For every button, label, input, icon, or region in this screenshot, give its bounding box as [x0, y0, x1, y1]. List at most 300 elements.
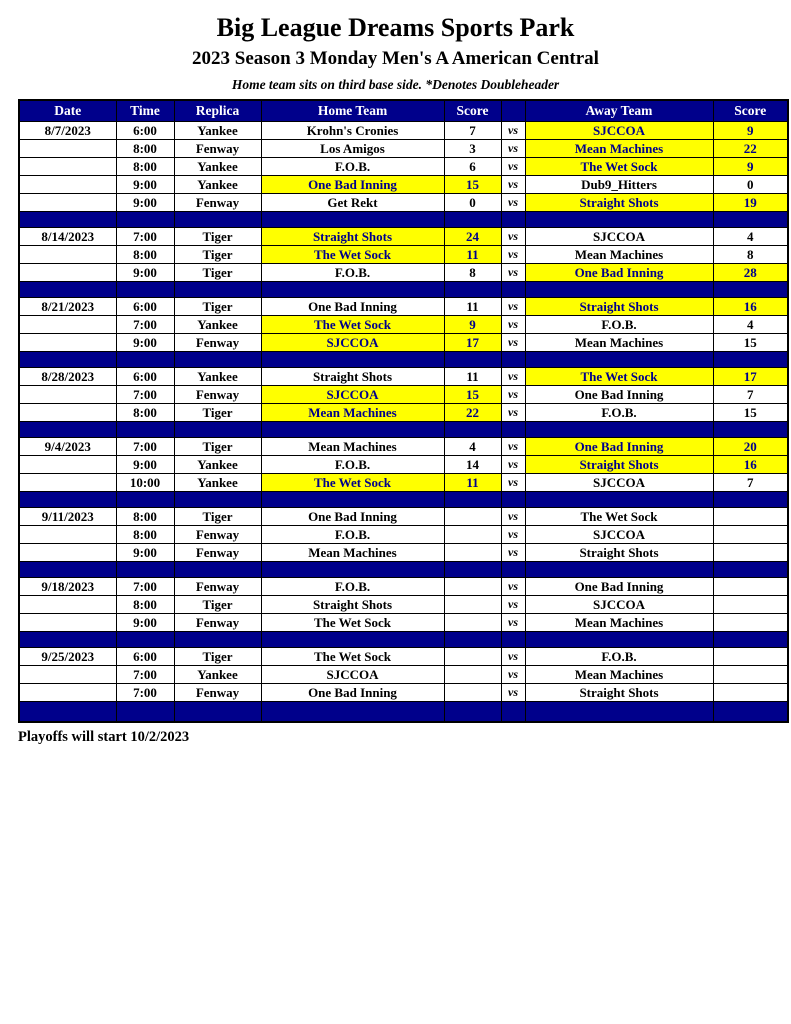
time-cell: 6:00	[116, 648, 174, 666]
separator-row	[19, 492, 788, 508]
away-score-cell	[713, 684, 788, 702]
vs-cell: vs	[501, 684, 525, 702]
separator-cell	[444, 702, 501, 723]
away-team-cell: SJCCOA	[525, 474, 713, 492]
vs-cell: vs	[501, 474, 525, 492]
home-team-cell: Krohn's Cronies	[261, 122, 444, 140]
col-header-vs	[501, 100, 525, 122]
date-cell	[19, 596, 116, 614]
separator-row	[19, 702, 788, 723]
separator-cell	[444, 212, 501, 228]
separator-cell	[261, 212, 444, 228]
game-row	[19, 508, 788, 526]
separator-cell	[261, 632, 444, 648]
game-row	[19, 684, 788, 702]
separator-cell	[261, 352, 444, 368]
date-cell	[19, 334, 116, 352]
col-header-time: Time	[116, 100, 174, 122]
replica-cell: Tiger	[174, 264, 261, 282]
vs-cell: vs	[501, 526, 525, 544]
away-score-cell: 22	[713, 140, 788, 158]
col-header-away-team: Away Team	[525, 100, 713, 122]
col-header-home-score: Score	[444, 100, 501, 122]
home-team-cell: The Wet Sock	[261, 474, 444, 492]
away-team-cell: SJCCOA	[525, 228, 713, 246]
away-team-cell: F.O.B.	[525, 316, 713, 334]
game-row	[19, 122, 788, 140]
home-score-cell: 9	[444, 316, 501, 334]
separator-cell	[174, 352, 261, 368]
vs-cell: vs	[501, 648, 525, 666]
home-score-cell	[444, 596, 501, 614]
vs-cell: vs	[501, 316, 525, 334]
date-cell	[19, 614, 116, 632]
home-score-cell	[444, 526, 501, 544]
separator-cell	[116, 212, 174, 228]
replica-cell: Yankee	[174, 474, 261, 492]
home-team-cell: F.O.B.	[261, 578, 444, 596]
time-cell: 9:00	[116, 264, 174, 282]
vs-cell: vs	[501, 438, 525, 456]
time-cell: 8:00	[116, 140, 174, 158]
time-cell: 8:00	[116, 246, 174, 264]
separator-cell	[501, 422, 525, 438]
game-row	[19, 368, 788, 386]
home-team-cell: One Bad Inning	[261, 684, 444, 702]
vs-cell: vs	[501, 614, 525, 632]
date-cell: 8/7/2023	[19, 122, 116, 140]
away-score-cell	[713, 578, 788, 596]
date-cell	[19, 158, 116, 176]
time-cell: 9:00	[116, 176, 174, 194]
replica-cell: Fenway	[174, 140, 261, 158]
time-cell: 7:00	[116, 666, 174, 684]
separator-cell	[174, 422, 261, 438]
game-row	[19, 578, 788, 596]
replica-cell: Fenway	[174, 578, 261, 596]
away-team-cell: One Bad Inning	[525, 386, 713, 404]
home-team-cell: The Wet Sock	[261, 246, 444, 264]
separator-cell	[444, 562, 501, 578]
game-row	[19, 140, 788, 158]
separator-cell	[713, 632, 788, 648]
separator-cell	[116, 632, 174, 648]
separator-cell	[501, 492, 525, 508]
separator-cell	[261, 492, 444, 508]
home-score-cell: 15	[444, 176, 501, 194]
separator-cell	[174, 212, 261, 228]
home-score-cell	[444, 544, 501, 562]
away-team-cell: One Bad Inning	[525, 264, 713, 282]
separator-row	[19, 352, 788, 368]
vs-cell: vs	[501, 334, 525, 352]
home-team-cell: Straight Shots	[261, 228, 444, 246]
vs-cell: vs	[501, 578, 525, 596]
away-score-cell	[713, 614, 788, 632]
date-cell: 8/21/2023	[19, 298, 116, 316]
separator-cell	[174, 492, 261, 508]
replica-cell: Fenway	[174, 614, 261, 632]
time-cell: 8:00	[116, 526, 174, 544]
game-row	[19, 614, 788, 632]
home-team-cell: Mean Machines	[261, 404, 444, 422]
separator-cell	[444, 492, 501, 508]
home-team-cell: One Bad Inning	[261, 176, 444, 194]
separator-cell	[444, 282, 501, 298]
game-row	[19, 228, 788, 246]
game-row	[19, 176, 788, 194]
vs-cell: vs	[501, 298, 525, 316]
away-score-cell: 16	[713, 456, 788, 474]
away-team-cell: SJCCOA	[525, 596, 713, 614]
home-team-cell: One Bad Inning	[261, 298, 444, 316]
home-score-cell: 11	[444, 298, 501, 316]
away-score-cell: 4	[713, 228, 788, 246]
separator-cell	[19, 562, 116, 578]
separator-cell	[444, 632, 501, 648]
vs-cell: vs	[501, 666, 525, 684]
home-team-cell: The Wet Sock	[261, 316, 444, 334]
away-score-cell: 9	[713, 158, 788, 176]
date-cell	[19, 264, 116, 282]
separator-cell	[501, 562, 525, 578]
home-score-cell	[444, 648, 501, 666]
vs-cell: vs	[501, 140, 525, 158]
away-team-cell: Mean Machines	[525, 666, 713, 684]
vs-cell: vs	[501, 456, 525, 474]
time-cell: 7:00	[116, 684, 174, 702]
separator-cell	[501, 282, 525, 298]
home-team-cell: F.O.B.	[261, 158, 444, 176]
home-team-cell: One Bad Inning	[261, 508, 444, 526]
game-row	[19, 544, 788, 562]
time-cell: 7:00	[116, 438, 174, 456]
col-header-away-score: Score	[713, 100, 788, 122]
game-row	[19, 666, 788, 684]
col-header-date: Date	[19, 100, 116, 122]
separator-cell	[525, 702, 713, 723]
replica-cell: Fenway	[174, 386, 261, 404]
separator-cell	[116, 352, 174, 368]
game-row	[19, 298, 788, 316]
time-cell: 6:00	[116, 368, 174, 386]
vs-cell: vs	[501, 368, 525, 386]
time-cell: 10:00	[116, 474, 174, 492]
date-cell	[19, 176, 116, 194]
home-team-cell: F.O.B.	[261, 264, 444, 282]
game-row	[19, 474, 788, 492]
home-team-cell: Straight Shots	[261, 368, 444, 386]
away-team-cell: Straight Shots	[525, 298, 713, 316]
separator-cell	[501, 352, 525, 368]
replica-cell: Yankee	[174, 368, 261, 386]
away-score-cell: 4	[713, 316, 788, 334]
replica-cell: Fenway	[174, 334, 261, 352]
replica-cell: Yankee	[174, 666, 261, 684]
game-row	[19, 246, 788, 264]
away-team-cell: SJCCOA	[525, 122, 713, 140]
away-team-cell: Mean Machines	[525, 614, 713, 632]
home-team-cell: Los Amigos	[261, 140, 444, 158]
home-team-cell: F.O.B.	[261, 526, 444, 544]
date-cell	[19, 246, 116, 264]
date-cell: 9/25/2023	[19, 648, 116, 666]
replica-cell: Tiger	[174, 648, 261, 666]
replica-cell: Fenway	[174, 194, 261, 212]
game-row	[19, 316, 788, 334]
separator-cell	[19, 422, 116, 438]
replica-cell: Tiger	[174, 438, 261, 456]
date-cell	[19, 684, 116, 702]
time-cell: 8:00	[116, 508, 174, 526]
away-team-cell: Straight Shots	[525, 684, 713, 702]
away-team-cell: F.O.B.	[525, 404, 713, 422]
game-row	[19, 194, 788, 212]
time-cell: 8:00	[116, 404, 174, 422]
time-cell: 7:00	[116, 228, 174, 246]
replica-cell: Yankee	[174, 122, 261, 140]
away-score-cell	[713, 648, 788, 666]
page-subtitle: 2023 Season 3 Monday Men's A American Central	[192, 48, 599, 69]
home-team-cell: SJCCOA	[261, 666, 444, 684]
home-score-cell	[444, 666, 501, 684]
away-team-cell: Straight Shots	[525, 456, 713, 474]
schedule-table-header	[19, 100, 788, 122]
home-score-cell: 4	[444, 438, 501, 456]
home-score-cell	[444, 684, 501, 702]
separator-row	[19, 632, 788, 648]
away-team-cell: Mean Machines	[525, 246, 713, 264]
home-score-cell	[444, 578, 501, 596]
away-score-cell: 16	[713, 298, 788, 316]
date-cell	[19, 404, 116, 422]
away-score-cell: 7	[713, 474, 788, 492]
away-team-cell: F.O.B.	[525, 648, 713, 666]
home-team-cell: SJCCOA	[261, 334, 444, 352]
col-header-replica: Replica	[174, 100, 261, 122]
home-team-cell: The Wet Sock	[261, 648, 444, 666]
home-team-cell: F.O.B.	[261, 456, 444, 474]
replica-cell: Yankee	[174, 316, 261, 334]
away-team-cell: Straight Shots	[525, 194, 713, 212]
home-score-cell: 17	[444, 334, 501, 352]
date-cell	[19, 526, 116, 544]
vs-cell: vs	[501, 544, 525, 562]
home-team-cell: Get Rekt	[261, 194, 444, 212]
vs-cell: vs	[501, 596, 525, 614]
time-cell: 9:00	[116, 456, 174, 474]
game-row	[19, 334, 788, 352]
home-score-cell: 22	[444, 404, 501, 422]
time-cell: 9:00	[116, 334, 174, 352]
away-team-cell: The Wet Sock	[525, 508, 713, 526]
away-team-cell: The Wet Sock	[525, 368, 713, 386]
separator-cell	[19, 212, 116, 228]
separator-cell	[116, 562, 174, 578]
home-score-cell	[444, 508, 501, 526]
time-cell: 9:00	[116, 194, 174, 212]
replica-cell: Yankee	[174, 158, 261, 176]
separator-cell	[713, 352, 788, 368]
separator-row	[19, 282, 788, 298]
home-team-cell: The Wet Sock	[261, 614, 444, 632]
away-score-cell	[713, 544, 788, 562]
separator-cell	[525, 212, 713, 228]
home-team-cell: Mean Machines	[261, 544, 444, 562]
separator-cell	[19, 282, 116, 298]
away-team-cell: Dub9_Hitters	[525, 176, 713, 194]
home-score-cell: 14	[444, 456, 501, 474]
separator-cell	[174, 562, 261, 578]
vs-cell: vs	[501, 228, 525, 246]
separator-cell	[19, 632, 116, 648]
home-score-cell: 11	[444, 368, 501, 386]
away-team-cell: Straight Shots	[525, 544, 713, 562]
separator-cell	[713, 562, 788, 578]
game-row	[19, 158, 788, 176]
away-score-cell	[713, 508, 788, 526]
separator-cell	[525, 492, 713, 508]
vs-cell: vs	[501, 404, 525, 422]
game-row	[19, 596, 788, 614]
date-cell: 8/28/2023	[19, 368, 116, 386]
away-score-cell: 9	[713, 122, 788, 140]
away-team-cell: Mean Machines	[525, 334, 713, 352]
away-team-cell: One Bad Inning	[525, 438, 713, 456]
time-cell: 6:00	[116, 298, 174, 316]
away-score-cell: 17	[713, 368, 788, 386]
separator-cell	[174, 702, 261, 723]
date-cell	[19, 194, 116, 212]
date-cell: 9/11/2023	[19, 508, 116, 526]
away-score-cell: 15	[713, 404, 788, 422]
separator-cell	[501, 212, 525, 228]
game-row	[19, 648, 788, 666]
time-cell: 7:00	[116, 316, 174, 334]
away-score-cell: 7	[713, 386, 788, 404]
replica-cell: Fenway	[174, 544, 261, 562]
separator-cell	[116, 492, 174, 508]
away-score-cell: 28	[713, 264, 788, 282]
home-score-cell	[444, 614, 501, 632]
game-row	[19, 386, 788, 404]
date-cell: 8/14/2023	[19, 228, 116, 246]
replica-cell: Fenway	[174, 526, 261, 544]
vs-cell: vs	[501, 194, 525, 212]
separator-cell	[713, 492, 788, 508]
away-score-cell: 19	[713, 194, 788, 212]
replica-cell: Tiger	[174, 404, 261, 422]
vs-cell: vs	[501, 122, 525, 140]
vs-cell: vs	[501, 158, 525, 176]
date-cell	[19, 140, 116, 158]
home-score-cell: 24	[444, 228, 501, 246]
home-score-cell: 15	[444, 386, 501, 404]
separator-cell	[261, 562, 444, 578]
date-cell	[19, 386, 116, 404]
separator-cell	[525, 282, 713, 298]
date-cell	[19, 316, 116, 334]
separator-cell	[501, 702, 525, 723]
away-score-cell	[713, 596, 788, 614]
replica-cell: Tiger	[174, 228, 261, 246]
separator-cell	[713, 282, 788, 298]
separator-cell	[444, 352, 501, 368]
separator-row	[19, 562, 788, 578]
away-score-cell: 0	[713, 176, 788, 194]
replica-cell: Tiger	[174, 596, 261, 614]
home-score-cell: 3	[444, 140, 501, 158]
separator-cell	[174, 632, 261, 648]
separator-cell	[444, 422, 501, 438]
schedule-table-body	[19, 122, 788, 723]
home-score-cell: 7	[444, 122, 501, 140]
away-score-cell: 8	[713, 246, 788, 264]
home-team-cell: Mean Machines	[261, 438, 444, 456]
replica-cell: Yankee	[174, 176, 261, 194]
home-score-cell: 6	[444, 158, 501, 176]
away-score-cell	[713, 526, 788, 544]
home-score-cell: 11	[444, 246, 501, 264]
time-cell: 9:00	[116, 614, 174, 632]
home-score-cell: 11	[444, 474, 501, 492]
separator-cell	[174, 282, 261, 298]
home-team-note: Home team sits on third base side. *Denotes Doubleheader	[231, 77, 560, 92]
home-score-cell: 8	[444, 264, 501, 282]
vs-cell: vs	[501, 176, 525, 194]
separator-cell	[525, 632, 713, 648]
replica-cell: Tiger	[174, 246, 261, 264]
home-team-cell: Straight Shots	[261, 596, 444, 614]
away-score-cell: 15	[713, 334, 788, 352]
vs-cell: vs	[501, 246, 525, 264]
time-cell: 9:00	[116, 544, 174, 562]
header-row	[19, 100, 788, 122]
game-row	[19, 526, 788, 544]
col-header-home-team: Home Team	[261, 100, 444, 122]
replica-cell: Yankee	[174, 456, 261, 474]
date-cell	[19, 544, 116, 562]
separator-cell	[713, 422, 788, 438]
separator-cell	[261, 702, 444, 723]
away-team-cell: SJCCOA	[525, 526, 713, 544]
date-cell	[19, 474, 116, 492]
home-score-cell: 0	[444, 194, 501, 212]
vs-cell: vs	[501, 386, 525, 404]
separator-cell	[19, 702, 116, 723]
separator-cell	[713, 702, 788, 723]
time-cell: 7:00	[116, 386, 174, 404]
vs-cell: vs	[501, 264, 525, 282]
schedule-table	[18, 99, 789, 723]
time-cell: 6:00	[116, 122, 174, 140]
separator-cell	[713, 212, 788, 228]
game-row	[19, 456, 788, 474]
separator-cell	[261, 282, 444, 298]
away-score-cell	[713, 666, 788, 684]
date-cell	[19, 456, 116, 474]
separator-cell	[116, 702, 174, 723]
away-team-cell: Mean Machines	[525, 140, 713, 158]
separator-cell	[525, 562, 713, 578]
away-score-cell: 20	[713, 438, 788, 456]
playoffs-note: Playoffs will start 10/2/2023	[18, 729, 190, 745]
game-row	[19, 404, 788, 422]
date-cell: 9/18/2023	[19, 578, 116, 596]
separator-cell	[116, 422, 174, 438]
separator-cell	[525, 352, 713, 368]
separator-cell	[525, 422, 713, 438]
